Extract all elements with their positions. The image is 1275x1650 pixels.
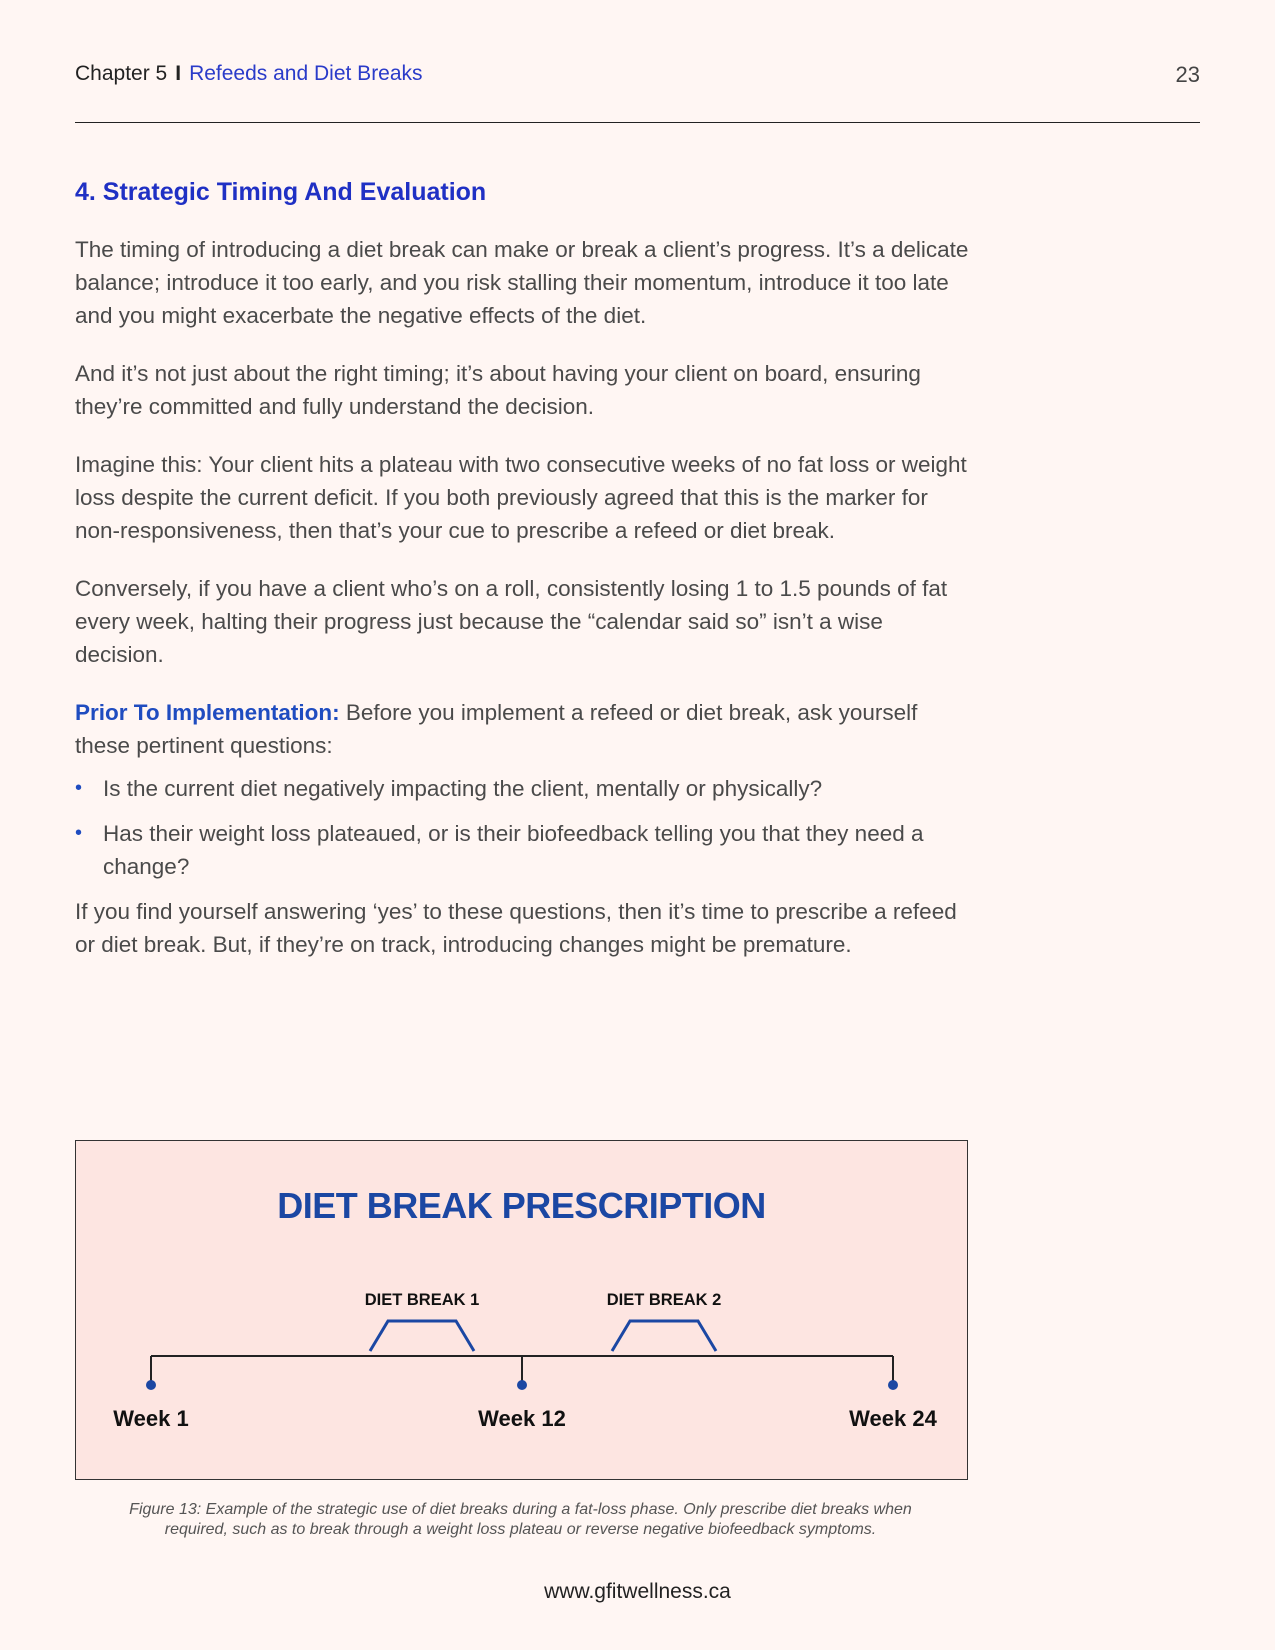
section-heading: 4. Strategic Timing And Evaluation bbox=[75, 178, 487, 206]
timeline-diagram bbox=[76, 1141, 967, 1479]
header-divider bbox=[75, 122, 1200, 123]
header-separator: I bbox=[175, 62, 182, 85]
caption-line-1: Figure 13: Example of the strategic use of diet breaks during a fat-loss phase. Only prescribe diet breaks when bbox=[129, 1501, 912, 1518]
week-12-label: Week 12 bbox=[478, 1406, 566, 1431]
chapter-title: Refeeds and Diet Breaks bbox=[189, 62, 423, 85]
diet-break-1-marker bbox=[370, 1321, 474, 1351]
page-header bbox=[75, 62, 1200, 92]
diet-break-1-label: DIET BREAK 1 bbox=[364, 1291, 480, 1309]
prior-lead: Prior To Implementation: bbox=[75, 700, 340, 725]
bullet-icon: • bbox=[75, 777, 83, 799]
list-item bbox=[75, 817, 975, 883]
dot-week-12 bbox=[517, 1380, 527, 1390]
paragraph-4: Conversely, if you have a client who’s on a roll, consistently losing 1 to 1.5 pounds of fat every week, halting their progress just because the “calendar said so” isn’t a wise decision. bbox=[75, 576, 948, 667]
bullet-icon: • bbox=[75, 822, 83, 844]
dot-week-1 bbox=[146, 1380, 156, 1390]
caption-line-2: required, such as to break through a weight loss plateau or reverse negative biofeedback symptoms. bbox=[164, 1521, 877, 1538]
list-item bbox=[75, 772, 975, 805]
prior-text: Before you implement a refeed or diet break, ask yourself these pertinent questions: bbox=[75, 700, 918, 758]
figure-caption bbox=[75, 1500, 966, 1540]
figure-title: DIET BREAK PRESCRIPTION bbox=[277, 1185, 766, 1226]
week-24-label: Week 24 bbox=[849, 1406, 937, 1431]
chapter-label bbox=[75, 62, 423, 86]
paragraph-1: The timing of introducing a diet break can make or break a client’s progress. It’s a delicate balance; introduce it too early, and you risk stalling their momentum, introduce it too late and you might exacerbate the negative effects of the diet. bbox=[75, 237, 969, 328]
diet-break-2-marker bbox=[612, 1321, 716, 1351]
footer-url: www.gfitwellness.ca bbox=[544, 1580, 731, 1603]
main-content bbox=[75, 178, 975, 986]
paragraph-3: Imagine this: Your client hits a plateau with two consecutive weeks of no fat loss or weight loss despite the current deficit. If you both previously agreed that this is the marker for non-responsiveness, then that’s your cue to prescribe a refeed or diet break. bbox=[75, 452, 967, 543]
diet-break-figure bbox=[75, 1140, 968, 1480]
paragraph-2: And it’s not just about the right timing; it’s about having your client on board, ensuring they’re committed and fully understand the decision. bbox=[75, 361, 921, 419]
prior-paragraph bbox=[75, 696, 975, 762]
bullet-text-1: Is the current diet negatively impacting the client, mentally or physically? bbox=[103, 776, 823, 801]
chapter-number: Chapter 5 bbox=[75, 62, 168, 85]
dot-week-24 bbox=[888, 1380, 898, 1390]
question-list bbox=[75, 772, 975, 883]
closing-paragraph: If you find yourself answering ‘yes’ to these questions, then it’s time to prescribe a refeed or diet break. But, if they’re on track, introducing changes might be premature. bbox=[75, 899, 957, 957]
page-number: 23 bbox=[1175, 62, 1200, 87]
diet-break-2-label: DIET BREAK 2 bbox=[606, 1291, 722, 1309]
bullet-text-2: Has their weight loss plateaued, or is their biofeedback telling you that they need a change? bbox=[103, 821, 924, 879]
week-1-label: Week 1 bbox=[113, 1406, 189, 1431]
